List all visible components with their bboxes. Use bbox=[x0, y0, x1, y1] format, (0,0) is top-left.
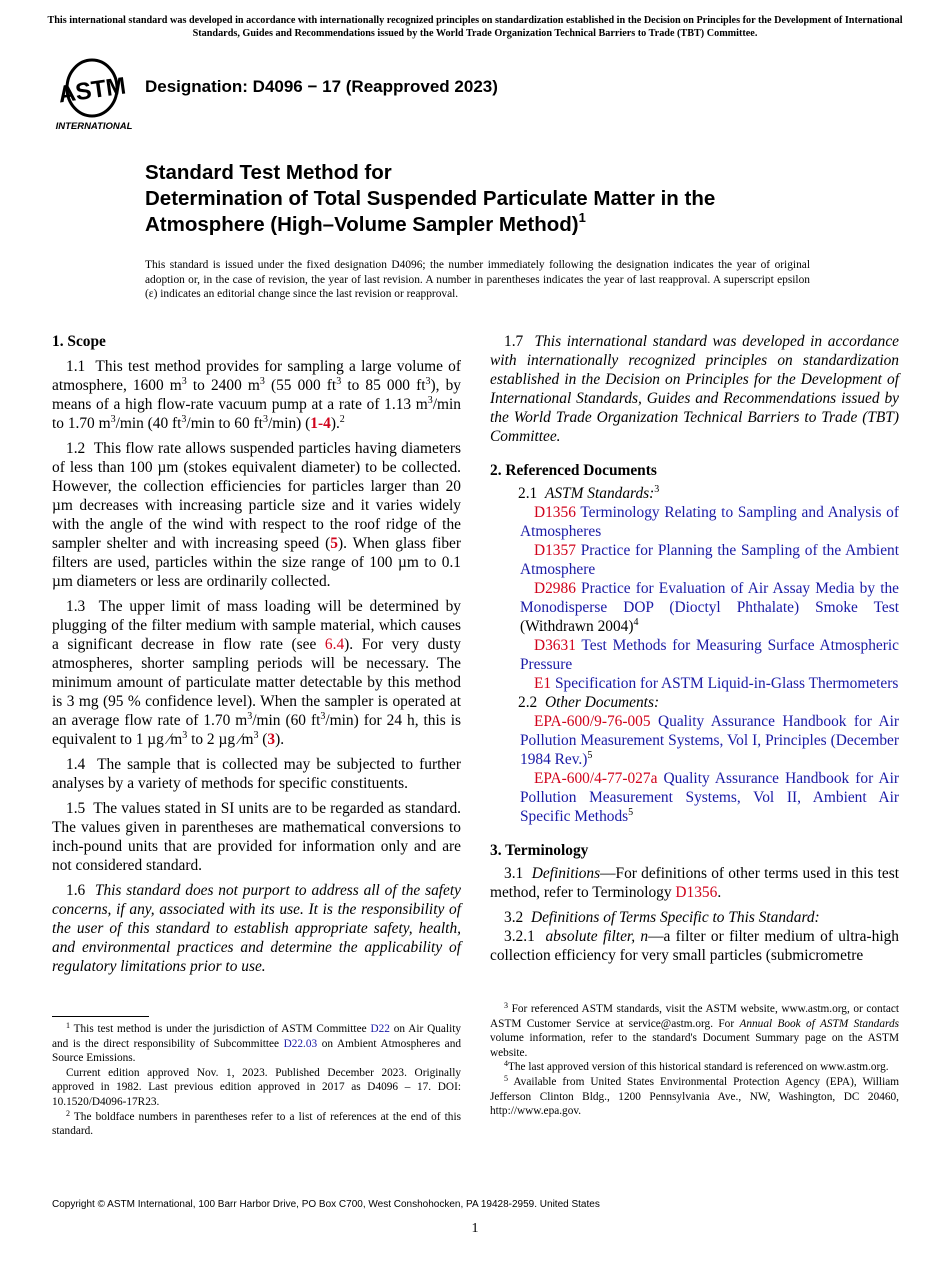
title-line-1: Standard Test Method for bbox=[145, 161, 392, 184]
paragraph-3-2-1: 3.2.1 absolute filter, n—a filter or filter medium of ultra-high collection efficiency for very small particles (submicrometre bbox=[490, 928, 899, 964]
left-column bbox=[52, 332, 461, 976]
paragraph-3-2: 3.2 Definitions of Terms Specific to This Standard: bbox=[504, 909, 820, 926]
designation: Designation: D4096 − 17 (Reapproved 2023) bbox=[145, 77, 498, 96]
referenced-document[interactable]: D2986 Practice for Evaluation of Air Assay Media by the Monodisperse DOP (Dioctyl Phthalate) Smoke Test (Withdrawn 2004)$^4$ bbox=[520, 580, 899, 635]
other-documents-list bbox=[490, 712, 899, 826]
footnote-link[interactable]: 2 bbox=[339, 414, 345, 425]
referenced-document[interactable]: D3631 Test Methods for Measuring Surface Atmospheric Pressure bbox=[520, 637, 899, 673]
footnotes-left bbox=[52, 1016, 461, 1139]
terminology-link[interactable]: D1356 bbox=[675, 884, 718, 901]
astm-standards-label: 2.1 ASTM Standards:$^3$ bbox=[518, 484, 660, 502]
astm-logo-letters: ASTM bbox=[56, 72, 128, 109]
paragraph-1-4: 1.4 The sample that is collected may be subjected to further analyses by a variety of methods for specific constituents. bbox=[52, 756, 462, 792]
tbt-notice: This international standard was developed in accordance with internationally recognized principles on standardization established in the Decision on Principles for the Development of International Standards, Guides and Recommendations issued by the World Trade Organization Technical Barriers to Trade (TBT) Committee. bbox=[47, 15, 903, 39]
astm-logo-subtitle: INTERNATIONAL bbox=[55, 121, 133, 132]
footnote-5: $^5$ Available from United States Environmental Protection Agency (EPA), William Jefferson Clinton Bldg., 1200 Pennsylvania Ave., NW, Washington, DC 20460, http://www.epa.gov. bbox=[490, 1073, 900, 1118]
referenced-document[interactable]: E1 Specification for ASTM Liquid-in-Glass Thermometers bbox=[534, 675, 899, 692]
section-heading-scope: 1. Scope bbox=[52, 333, 106, 350]
title-line-2: Determination of Total Suspended Particulate Matter in the bbox=[145, 187, 716, 210]
paragraph-1-2: 1.2 This flow rate allows suspended particles having diameters of less than 100 µm (stokes equivalent diameter) to be collected. However, the collection efficiencies for particles larger than 20 µm decreases with increasing particle size and it varies widely with the angle of the wind with respect to the roof ridge of the sampler shelter and with increasing speed (5). When glass fiber filters are used, particles within the size range of 100 µm to 0.1 µm diameters or less are ordinarily collected. bbox=[52, 440, 462, 590]
footnote-3: $^3$ For referenced ASTM standards, visit the ASTM website, www.astm.org, or contact ASTM Customer Service at service@astm.org. For Annual Book of ASTM Standards volume information, refer to the standard's Document Summary page on the ASTM website. bbox=[490, 1001, 900, 1059]
copyright-notice: Copyright © ASTM International, 100 Barr Harbor Drive, PO Box C700, West Conshohocken, PA 19428-2959. United States bbox=[52, 1199, 600, 1210]
right-column bbox=[490, 332, 899, 965]
referenced-document[interactable]: D1356 Terminology Relating to Sampling and Analysis of Atmospheres bbox=[520, 504, 900, 540]
reference-link[interactable]: 5 bbox=[330, 535, 338, 552]
footnotes-right bbox=[490, 1002, 899, 1119]
document-title bbox=[145, 160, 885, 238]
paragraph-1-1: 1.1 This test method provides for sampling a large volume of atmosphere, 1600 $m^3$ to 2400 $m^3$ (55 000 $ft^3$ to 85 000 $ft^3$), by means of a high flow-rate vacuum pump at a rate of 1.13 $m^3/\min$ to 1.70 $m^3/\min$ (40 $ft^3/\min$ to 60 $ft^3/\min$) (1-4).$^2$ bbox=[52, 358, 461, 432]
title-line-3: Atmosphere (High–Volume Sampler Method)$^1$ bbox=[145, 210, 586, 236]
footnote-1: $^1$ This test method is under the jurisdiction of ASTM Committee D22 on Air Quality and is the direct responsibility of Subcommittee D22.03 on Ambient Atmospheres and Source Emissions. bbox=[52, 1021, 461, 1065]
referenced-document[interactable]: EPA-600/9-76-005 Quality Assurance Handbook for Air Pollution Measurement Systems, Vol I, Principles (December 1984 Rev.)$^5$ bbox=[520, 713, 899, 768]
section-link[interactable]: 6.4 bbox=[324, 636, 345, 653]
paragraph-1-5: 1.5 The values stated in SI units are to be regarded as standard. The values given in parentheses are mathematical conversions to inch-pound units that are provided for information only and are not considered standard. bbox=[52, 800, 461, 874]
page-number: 1 bbox=[471, 1221, 479, 1236]
paragraph-3-1: 3.1 Definitions—For definitions of other terms used in this test method, refer to Terminology D1356. bbox=[490, 865, 899, 901]
astm-standards-list bbox=[490, 503, 899, 693]
referenced-document[interactable]: EPA-600/4-77-027a Quality Assurance Handbook for Air Pollution Measurement Systems, Vol II, Ambient Air Specific Methods$^5$ bbox=[520, 770, 899, 825]
subcommittee-link[interactable]: D22.03 bbox=[283, 1037, 318, 1050]
paragraph-1-7: 1.7 This international standard was developed in accordance with internationally recognized principles on standardization established in the Decision on Principles for the Development of International Standards, Guides and Recommendations issued by the World Trade Organization Technical Barriers to Trade (TBT) Committee. bbox=[490, 333, 899, 445]
reference-link[interactable]: 3 bbox=[267, 731, 276, 748]
other-documents-label: 2.2 Other Documents: bbox=[518, 694, 660, 711]
reference-link[interactable]: 1-4 bbox=[310, 415, 331, 432]
referenced-document[interactable]: D1357 Practice for Planning the Sampling of the Ambient Atmosphere bbox=[520, 542, 899, 578]
astm-logo bbox=[52, 56, 136, 132]
footnote-4: $^4$The last approved version of this historical standard is referenced on www.astm.org. bbox=[504, 1059, 889, 1074]
title-footnote-mark[interactable]: 1 bbox=[578, 210, 586, 225]
paragraph-1-6: 1.6 This standard does not purport to address all of the safety concerns, if any, associated with its use. It is the responsibility of the user of this standard to establish appropriate safety, health, and environmental practices and determine the applicability of regulatory limitations prior to use. bbox=[52, 882, 461, 975]
section-heading-referenced-documents: 2. Referenced Documents bbox=[490, 462, 657, 479]
committee-link[interactable]: D22 bbox=[370, 1023, 390, 1035]
edition-note: Current edition approved Nov. 1, 2023. Published December 2023. Originally approved in 1982. Last previous edition approved in 2017 as D4096 – 17. DOI: 10.1520/D4096-17R23. bbox=[52, 1066, 461, 1108]
paragraph-1-3: 1.3 The upper limit of mass loading will be determined by plugging of the filter medium with sample material, which causes a significant decrease in flow rate (see 6.4). For very dusty atmospheres, shorter sampling periods will be necessary. The minimum amount of particulate matter detectable by this method is 3 mg (95 % confidence level). When the sampler is operated at an average flow rate of 1.70 $m^3/\min$ (60 $ft^3/\min$) for 24 h, this is equivalent to 1 µg $⁄m^3$ to 2 µg $⁄m^3$ (3). bbox=[52, 598, 462, 748]
astm-logo-icon bbox=[52, 56, 136, 132]
section-heading-terminology: 3. Terminology bbox=[490, 842, 589, 859]
footnote-2: $^2$ The boldface numbers in parentheses refer to a list of references at the end of this standard. bbox=[52, 1108, 461, 1138]
issue-note: This standard is issued under the fixed designation D4096; the number immediately following the designation indicates the year of original adoption or, in the case of revision, the year of last revision. A number in parentheses indicates the year of last reapproval. A superscript epsilon (ε) indicates an editorial change since the last revision or reapproval. bbox=[145, 259, 810, 300]
footnote-link[interactable]: 3 bbox=[654, 484, 660, 495]
